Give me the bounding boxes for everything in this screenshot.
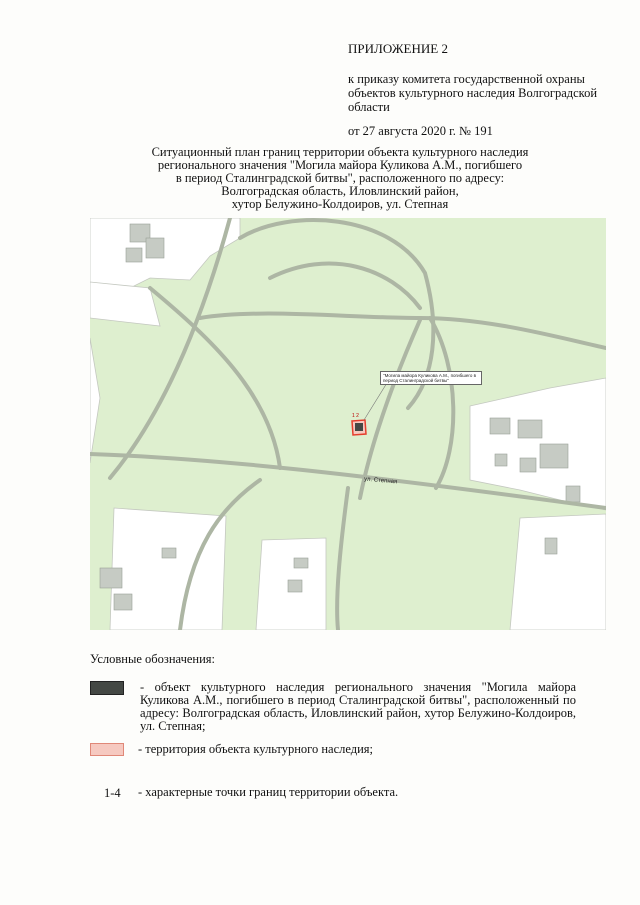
legend-points-range: 1-4 [104, 786, 121, 800]
monument-callout: "Могила майора Куликова А.М., погибшего в период Сталинградской битвы" [380, 371, 482, 385]
boundary-point-numbers: 1 2 [352, 413, 359, 419]
title-line: хутор Белужино-Колдоиров, ул. Степная [231, 197, 449, 211]
title-line: Волгоградская область, Иловлинский район, [221, 184, 459, 198]
territory-swatch [90, 743, 124, 756]
map-canvas [90, 218, 606, 630]
legend-title: Условные обозначения: [90, 652, 216, 666]
appendix-heading: ПРИЛОЖЕНИЕ 2 [348, 41, 448, 56]
order-date: от 27 августа 2020 г. № 191 [348, 124, 493, 138]
situation-map [90, 218, 606, 630]
title-line: в период Сталинградской битвы", расположенного по адресу: [175, 171, 505, 185]
monument-marker [355, 423, 363, 431]
legend-territory-text: - территория объекта культурного наследия; [138, 742, 374, 756]
legend-points-text: - характерные точки границ территории объекта. [138, 785, 399, 799]
legend-object-text: - объект культурного наследия регионального значения "Могила майора Куликова А.М., погибшего в период Сталинградской битвы", расположенный по адресу: Волгоградская область, Иловлинский район, хутор Белужино-Колдоиров, ул. Степная; [140, 680, 576, 733]
plan-title [105, 146, 575, 211]
order-reference: к приказу комитета государственной охраны объектов культурного наследия Волгоградской области [348, 72, 598, 114]
title-line: регионального значения "Могила майора Куликова А.М., погибшего [157, 158, 523, 172]
street-label: ул. Степная [363, 476, 398, 486]
object-swatch [90, 681, 124, 695]
title-line: Ситуационный план границ территории объекта культурного наследия [151, 145, 529, 159]
